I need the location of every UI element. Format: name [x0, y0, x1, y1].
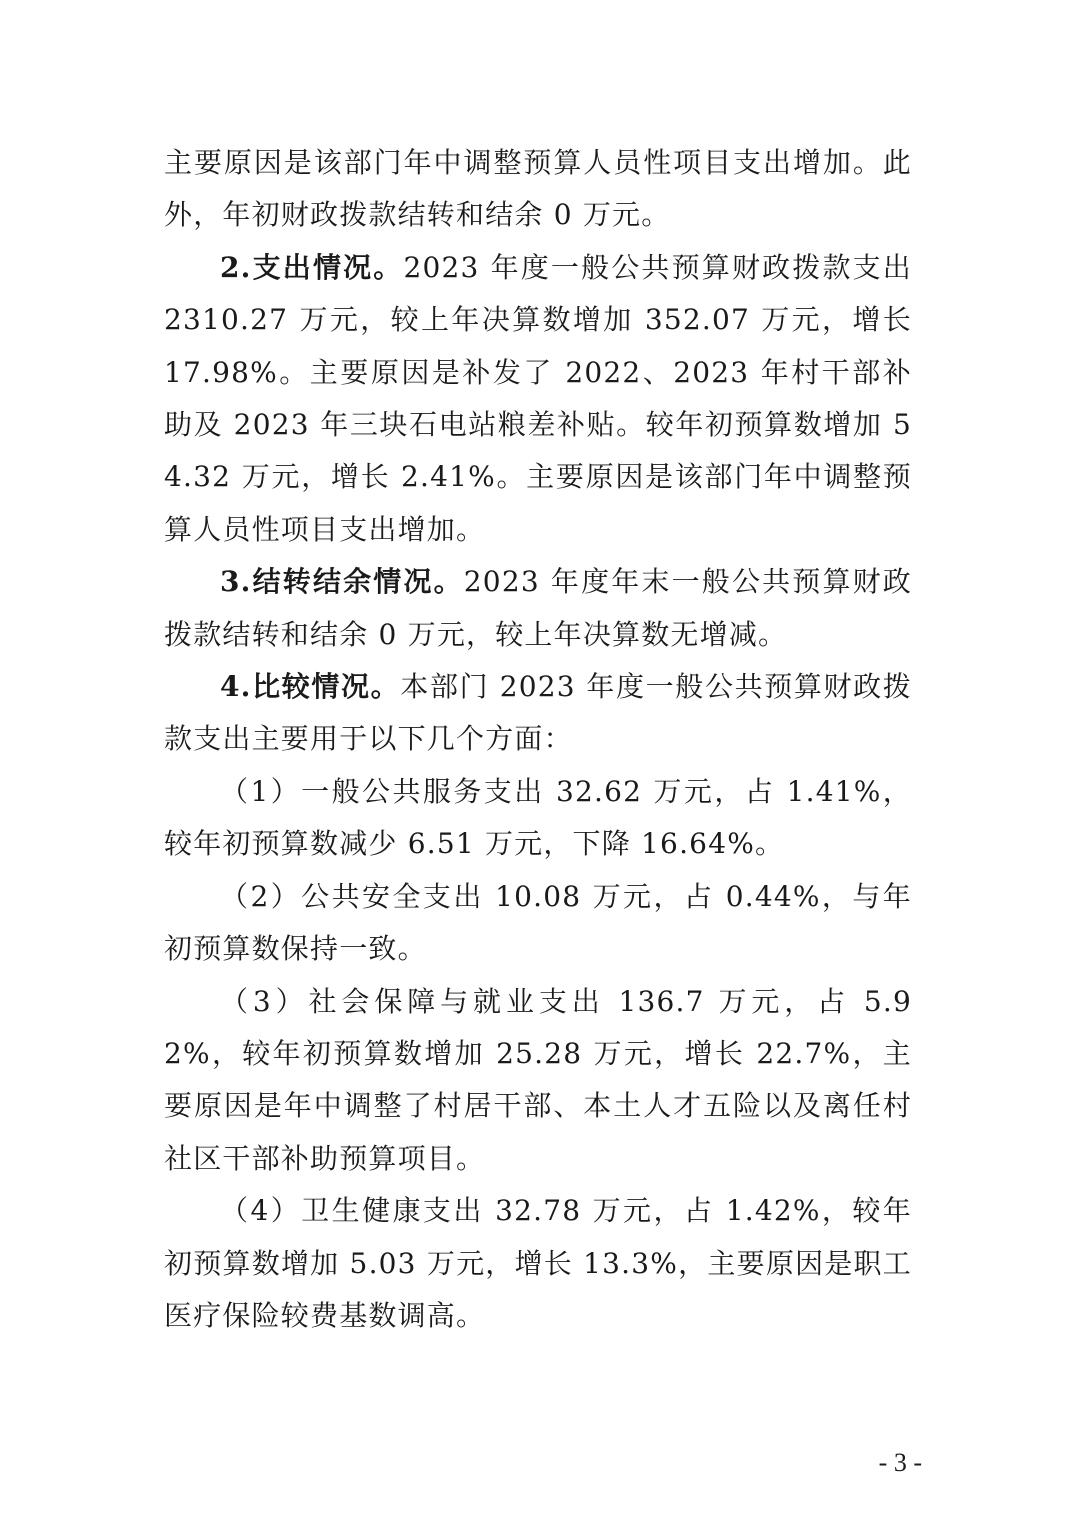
paragraph-heading: 2.支出情况。 [220, 250, 404, 284]
paragraph-text: 主要原因是该部门年中调整预算人员性项目支出增加。此外，年初财政拨款结转和结余 0 万元。 [164, 146, 912, 232]
page-number: - 3 - [878, 1448, 922, 1477]
list-item [164, 976, 912, 1186]
paragraph-text: 2023 年度年末一般公共预算财政拨款结转和结余 0 万元，较上年决算数无增减。 [164, 565, 912, 651]
list-item [164, 871, 912, 976]
list-item-text: （1）一般公共服务支出 32.62 万元，占 1.41%，较年初预算数减少 6.51 万元，下降 16.64%。 [164, 774, 912, 861]
paragraph-expenditure [164, 242, 912, 556]
paragraph-heading: 3.结转结余情况。 [220, 565, 464, 599]
list-item [164, 1185, 912, 1342]
paragraph-comparison [164, 661, 912, 766]
paragraph-text: 本部门 2023 年度一般公共预算财政拨款支出主要用于以下几个方面： [164, 670, 912, 756]
list-item-text: （4）卫生健康支出 32.78 万元，占 1.42%，较年初预算数增加 5.03 万元，增长 13.3%，主要原因是职工医疗保险较费基数调高。 [164, 1194, 912, 1332]
body-text [164, 137, 912, 1342]
paragraph-continuation [164, 137, 912, 242]
list-item-text: （3）社会保障与就业支出 136.7 万元，占 5.92%，较年初预算数增加 25.28 万元，增长 22.7%，主要原因是年中调整了村居干部、本土人才五险以及离任村社区干部补助预算项目。 [164, 984, 912, 1175]
paragraph-carryover [164, 556, 912, 661]
paragraph-heading: 4.比较情况。 [220, 670, 401, 704]
list-item [164, 766, 912, 871]
list-item-text: （2）公共安全支出 10.08 万元，占 0.44%，与年初预算数保持一致。 [164, 879, 912, 966]
paragraph-text: 2023 年度一般公共预算财政拨款支出 2310.27 万元，较上年决算数增加 352.07 万元，增长 17.98%。主要原因是补发了 2022、2023 年村干部补助及 2023 年三块石电站粮差补贴。较年初预算数增加 54.32 万元，增长 2.41%。主要原因是该部门年中调整预算人员性项目支出增加。 [164, 250, 912, 546]
